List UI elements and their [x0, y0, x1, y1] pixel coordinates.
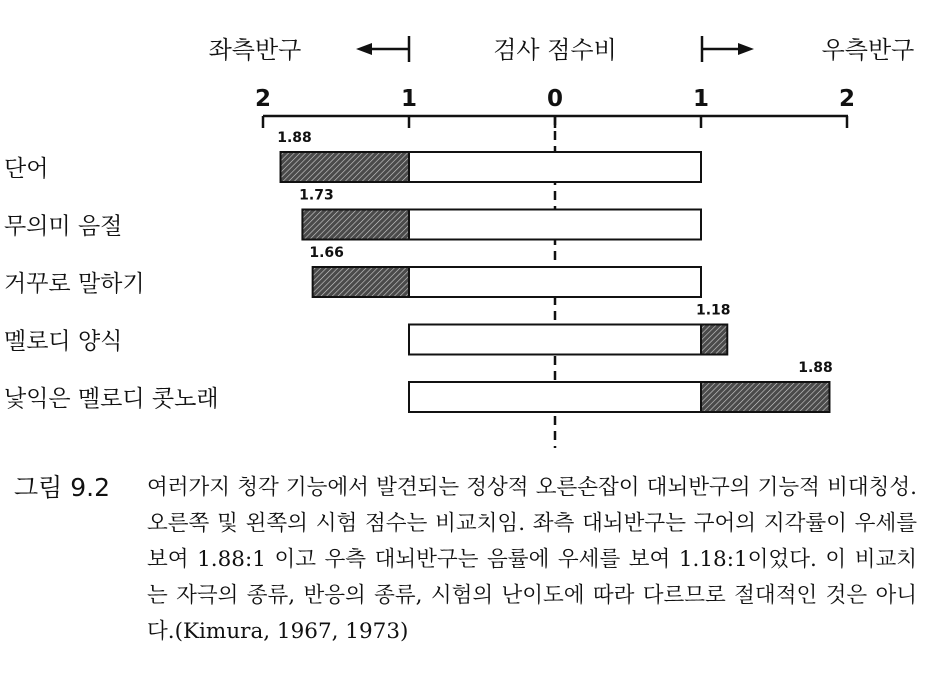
- bar-value-label: 1.73: [299, 187, 334, 204]
- category-label: 거꾸로 말하기: [4, 271, 145, 297]
- bar-value-label: 1.88: [798, 360, 833, 376]
- left-arrow-icon: [356, 36, 409, 62]
- bar-base-segment: [409, 152, 701, 182]
- x-tick-label: 1: [400, 86, 418, 112]
- bar-base-segment: [409, 210, 701, 240]
- category-label: 낯익은 멜로디 콧노래: [4, 386, 219, 412]
- x-tick-label: 0: [546, 86, 564, 112]
- bar-value-label: 1.88: [277, 130, 312, 146]
- bar-base-segment: [409, 325, 701, 355]
- bar-base-segment: [409, 382, 701, 412]
- left-hemisphere-label: 좌측반구: [208, 36, 302, 64]
- bar-advantage-segment: [701, 325, 727, 355]
- bar-advantage-segment: [313, 267, 409, 297]
- bar-advantage-segment: [302, 210, 409, 240]
- x-tick-label: 2: [838, 86, 856, 112]
- right-arrow-icon: [702, 36, 754, 62]
- caption-text: 여러가지 청각 기능에서 발견되는 정상적 오른손잡이 대뇌반구의 기능적 비대칭성. 오른쪽 및 왼쪽의 시험 점수는 비교치임. 좌측 대뇌반구는 구어의 지각률이 우세를 보여 1.88:1 이고 우측 대뇌반구는 음률에 우세를 보여 1.18:1이었다. 이 비교치는 자극의 종류, 반응의 종류, 시험의 난이도에 따라 다르므로 절대적인 것은 아니다.(Kimura, 1967, 1973): [147, 475, 917, 644]
- bar-base-segment: [409, 267, 701, 297]
- right-hemisphere-label: 우측반구: [821, 36, 915, 64]
- bar-value-label: 1.18: [696, 302, 731, 319]
- bar-value-label: 1.66: [309, 245, 344, 261]
- test-score-ratio-label: 검사 점수비: [493, 36, 617, 64]
- bar-advantage-segment: [281, 152, 409, 182]
- figure-number: 그림 9.2: [14, 473, 111, 502]
- category-label: 단어: [4, 156, 49, 182]
- x-tick-label: 2: [254, 86, 272, 112]
- bars-group: [4, 130, 833, 412]
- bar-advantage-segment: [701, 382, 829, 412]
- x-axis-ticks: [255, 86, 855, 128]
- category-label: 멜로디 양식: [4, 328, 123, 355]
- x-tick-label: 1: [692, 86, 710, 112]
- category-label: 무의미 음절: [4, 213, 123, 240]
